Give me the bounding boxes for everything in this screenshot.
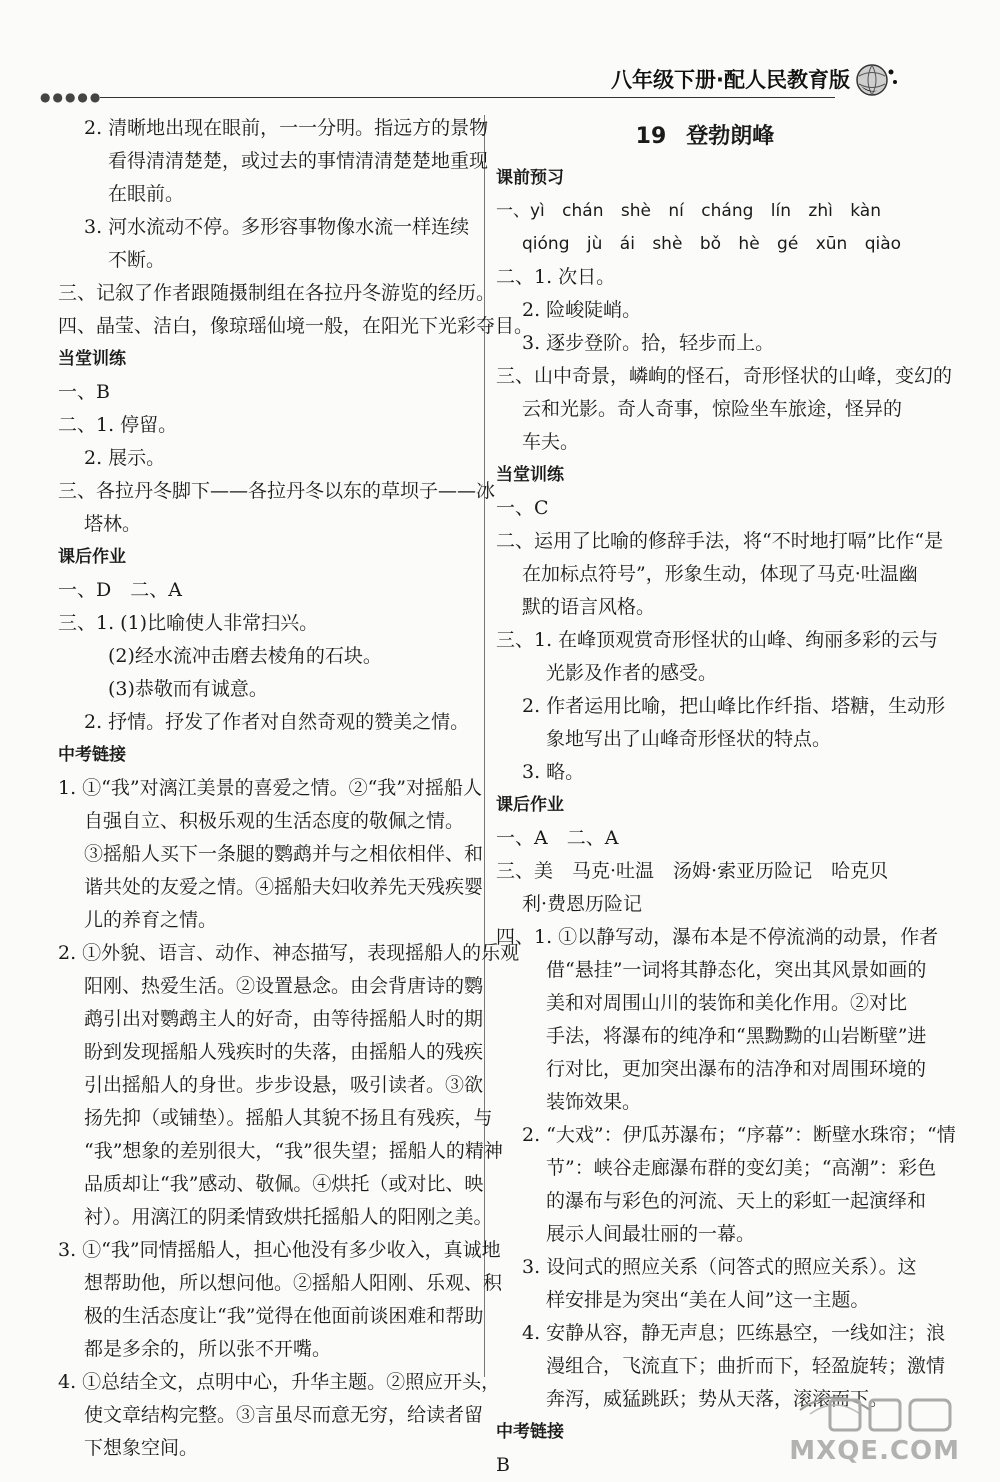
right-column [496,112,956,1482]
answer-line: 二、1. 停留。 [58,414,178,436]
answer-line: 3. ①“我”同情摇船人，担心他没有多少收入，真诚地 [58,1239,501,1261]
answer-line: 品质却让“我”感动、敬佩。④烘托（或对比、映 [84,1173,484,1195]
answer-line: 三、记叙了作者跟随摄制组在各拉丹冬游览的经历。 [58,282,496,304]
answer-line: 默的语言风格。 [522,596,656,618]
answer-line: 美和对周围山川的装饰和美化作用。②对比 [546,992,908,1014]
answer-line: 借“悬挂”一词将其静态化，突出其风景如画的 [546,959,927,981]
answer-line: 2. 作者运用比喻，把山峰比作纤指、塔糖，生动形 [522,695,946,717]
answer-line: 奔泻，威猛跳跃；势从天落，滚滚而下。 [546,1388,889,1410]
answer-line: 装饰效果。 [546,1091,642,1113]
section-heading: 当堂训练 [496,465,564,485]
answer-line: 三、1. 在峰顶观赏奇形怪状的山峰、绚丽多彩的云与 [496,629,939,651]
answer-line: 一、C [496,497,549,519]
answer-line: 衬）。用漓江的阴柔情致烘托摇船人的阳刚之美。 [84,1206,493,1228]
section-heading: 课后作业 [58,547,126,567]
lesson-number: 19 [635,124,667,149]
answer-line: 一、B [58,381,110,403]
watermark-text: MXQE.COM [789,1436,960,1466]
answer-line: 儿的养育之情。 [84,909,218,931]
answer-line: 一、yì chán shè ní cháng lín zhì kàn [496,201,881,221]
answer-line: 手法，将瀑布的纯净和“黑黝黝的山岩断壁”进 [546,1025,927,1047]
section-heading: 课前预习 [496,168,564,188]
answer-line: 节”：峡谷走廊瀑布群的变幻美；“高潮”：彩色 [546,1157,937,1179]
answer-line: “我”想象的差别很大，“我”很失望；摇船人的精神 [84,1140,503,1162]
header-rule [100,97,835,98]
answer-line: 2. 抒情。抒发了作者对自然奇观的赞美之情。 [84,711,470,733]
answer-line: 使文章结构完整。③言虽尽而意无穷，给读者留 [84,1404,484,1426]
answer-line: (2)经水流冲击磨去棱角的石块。 [108,645,382,667]
answer-line: 三、1. (1)比喻使人非常扫兴。 [58,612,319,634]
answer-line: 四、1. ①以静写动，瀑布本是不停流淌的动景，作者 [496,926,939,948]
answer-line: 漫组合，飞流直下；曲折而下，轻盈旋转；激情 [546,1355,946,1377]
answer-line: 一、D 二、A [58,579,182,601]
answer-line: 3. 逐步登阶。拾，轻步而上。 [522,332,775,354]
answer-line: 不断。 [108,249,166,271]
answer-line: ③摇船人买下一条腿的鹦鹉并与之相依相伴、和 [84,843,484,865]
header-dots: ●●●●● [40,90,103,104]
answer-line: 下想象空间。 [84,1437,199,1459]
answer-line: 4. 安静从容，静无声息；匹练悬空，一线如注；浪 [522,1322,946,1344]
answer-line: 云和光影。奇人奇事，惊险坐车旅途，怪异的 [522,398,903,420]
section-heading: 课后作业 [496,795,564,815]
answer-line: 三、美 马克·吐温 汤姆·索亚历险记 哈克贝 [496,860,889,882]
answer-line: 样安排是为突出“美在人间”这一主题。 [546,1289,870,1311]
answer-line: 4. ①总结全文，点明中心，升华主题。②照应开头， [58,1371,501,1393]
answer-line: 1. ①“我”对漓江美景的喜爱之情。②“我”对摇船人 [58,777,483,799]
answer-line: 在加标点符号”，形象生动，体现了马克·吐温幽 [522,563,918,585]
answer-line: 谐共处的友爱之情。④摇船夫妇收养先天残疾婴 [84,876,484,898]
answer-line: 2. ①外貌、语言、动作、神态描写，表现摇船人的乐观 [58,942,520,964]
answer-line: 光影及作者的感受。 [546,662,718,684]
answer-line: 二、1. 次日。 [496,266,616,288]
answer-line: 象地写出了山峰奇形怪状的特点。 [546,728,832,750]
answer-line: (3)恭敬而有诚意。 [108,678,268,700]
answer-line: 一、A 二、A [496,827,619,849]
answer-line: 2. 险峻陡峭。 [522,299,642,321]
answer-line: 看得清清楚楚，或过去的事情清清楚楚地重现 [108,150,489,172]
lesson-title [496,112,914,162]
answer-line: 四、晶莹、洁白，像琼瑶仙境一般，在阳光下光彩夺目。 [58,315,534,337]
answer-line: 阳刚、热爱生活。②设置悬念。由会背唐诗的鹦 [84,975,484,997]
answer-line: 2. “大戏”：伊瓜苏瀑布；“序幕”：断壁水珠帘；“情 [522,1124,956,1146]
section-heading: 中考链接 [496,1422,564,1442]
answer-line: 3. 设问式的照应关系（问答式的照应关系）。这 [522,1256,917,1278]
lesson-name: 登勃朗峰 [686,124,775,149]
answer-line: B [496,1454,510,1476]
answer-line: 三、山中奇景，嶙峋的怪石，奇形怪状的山峰，变幻的 [496,365,953,387]
answer-line: 盼到发现摇船人残疾时的失落，由摇船人的残疾 [84,1041,484,1063]
answer-line: 在眼前。 [108,183,185,205]
section-heading: 中考链接 [58,745,126,765]
answer-line: 展示人间最壮丽的一幕。 [546,1223,756,1245]
section-heading: 当堂训练 [58,349,126,369]
answer-line: 的瀑布与彩色的河流、天上的彩虹一起演绎和 [546,1190,927,1212]
answer-line: 行对比，更加突出瀑布的洁净和对周围环境的 [546,1058,927,1080]
answer-line: 自强自立、积极乐观的生活态度的敬佩之情。 [84,810,465,832]
answer-line: 极的生活态度让“我”觉得在他面前谈困难和帮助 [84,1305,484,1327]
answer-line: 二、运用了比喻的修辞手法，将“不时地打嗝”比作“是 [496,530,944,552]
answer-line: 想帮助他，所以想问他。②摇船人阳刚、乐观、积 [84,1272,503,1294]
answer-line: 扬先抑（或铺垫）。摇船人其貌不扬且有残疾，与 [84,1107,493,1129]
answer-line: 2. 展示。 [84,447,166,469]
globe-logo-icon [852,60,900,100]
answer-line: 3. 河水流动不停。多形容事物像水流一样连续 [84,216,470,238]
answer-line: qióng jù ái shè bǒ hè gé xūn qiào [522,234,902,254]
answer-line: 三、各拉丹冬脚下——各拉丹冬以东的草坝子——冰 [58,480,496,502]
answer-line: 2. 清晰地出现在眼前，一一分明。指远方的景物 [84,117,489,139]
answer-line: 车夫。 [522,431,580,453]
page-header-title: 八年级下册·配人民教育版 [611,68,850,92]
answer-line: 3. 略。 [522,761,585,783]
column-divider [484,115,485,1377]
answer-line: 引出摇船人的身世。步步设悬，吸引读者。③欲 [84,1074,484,1096]
answer-line: 利·费恩历险记 [522,893,643,915]
answer-line: 都是多余的，所以张不开嘴。 [84,1338,332,1360]
answer-line: 鹉引出对鹦鹉主人的好奇，由等待摇船人时的期 [84,1008,484,1030]
answer-line: 塔林。 [84,513,142,535]
